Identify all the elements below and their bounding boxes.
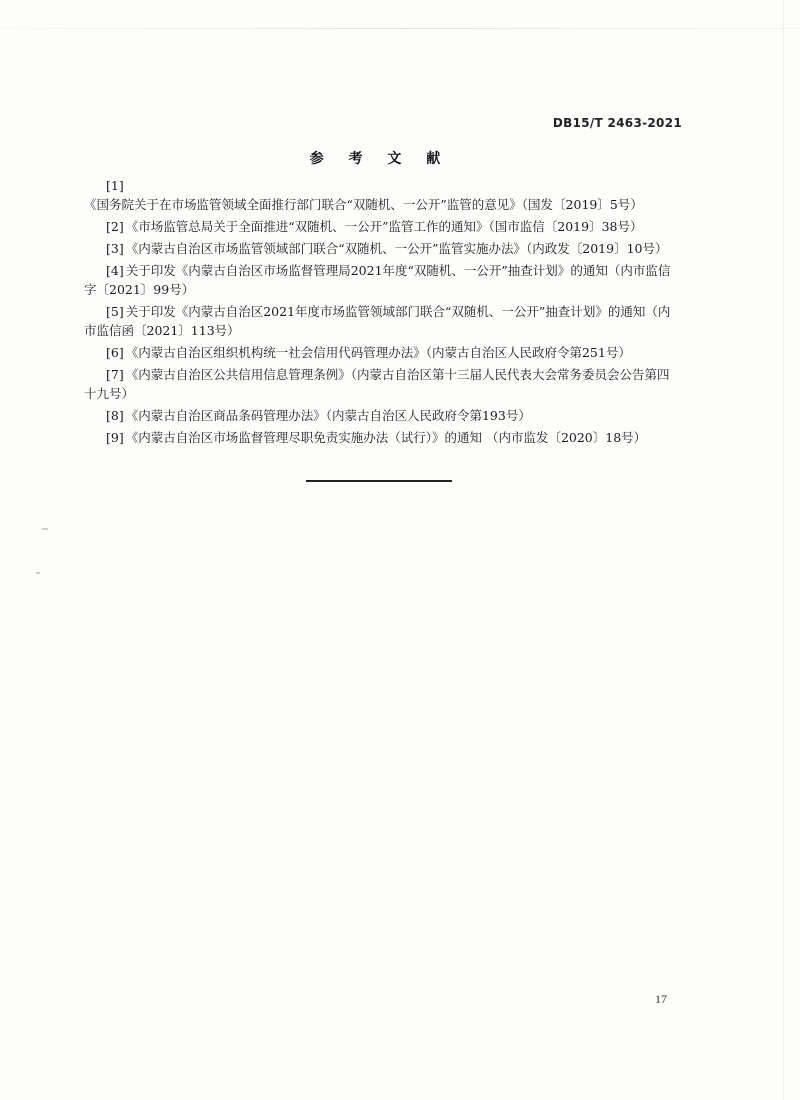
reference-text: 《内蒙古自治区公共信用信息管理条例》（内蒙古自治区第十三届人民代表大会常务委员会公告第四十九号）: [84, 367, 670, 401]
scan-speck: [36, 572, 40, 574]
reference-number: [3]: [106, 241, 124, 256]
reference-number: [2]: [106, 219, 124, 234]
scan-edge-line: [783, 0, 784, 1100]
reference-item: [84, 302, 680, 340]
reference-item: [84, 428, 680, 447]
reference-item: [84, 406, 680, 425]
reference-number: [1]: [106, 178, 124, 193]
section-title: 参 考 文 献: [309, 151, 451, 167]
reference-number: [6]: [106, 345, 124, 360]
reference-number: [7]: [106, 367, 124, 382]
reference-text: 《国务院关于在市场监管领域全面推行部门联合“双随机、一公开”监管的意见》（国发〔2019〕5号）: [84, 197, 643, 212]
reference-item: [84, 261, 680, 299]
reference-text: 关于印发《内蒙古自治区市场监督管理局2021年度“双随机、一公开”抽查计划》的通知（内市监信字〔2021〕99号）: [84, 263, 671, 297]
reference-item: [84, 239, 680, 258]
reference-item: [84, 365, 680, 403]
end-divider: [306, 480, 452, 482]
page-number: 17: [655, 992, 667, 1006]
reference-item: [84, 343, 680, 362]
reference-text: 《内蒙古自治区商品条码管理办法》（内蒙古自治区人民政府令第193号）: [125, 408, 531, 423]
reference-text: 《内蒙古自治区组织机构统一社会信用代码管理办法》（内蒙古自治区人民政府令第251号）: [125, 345, 631, 360]
reference-list: [84, 176, 680, 450]
reference-text: 《市场监管总局关于全面推进“双随机、一公开”监管工作的通知》（国市监信〔2019〕38号）: [125, 219, 643, 234]
scan-edge-line: [0, 28, 800, 29]
reference-item: [84, 176, 680, 214]
scan-speck: [42, 528, 48, 530]
document-code: DB15/T 2463-2021: [552, 116, 682, 130]
reference-item: [84, 217, 680, 236]
reference-number: [5]: [106, 304, 124, 319]
reference-number: [9]: [106, 430, 124, 445]
reference-number: [8]: [106, 408, 124, 423]
reference-number: [4]: [106, 263, 124, 278]
reference-text: 《内蒙古自治区市场监督管理尽职免责实施办法（试行）》的通知 （内市监发〔2020〕18号）: [125, 430, 647, 445]
reference-text: 《内蒙古自治区市场监管领域部门联合“双随机、一公开”监管实施办法》（内政发〔2019〕10号）: [125, 241, 668, 256]
reference-text: 关于印发《内蒙古自治区2021年度市场监管领域部门联合“双随机、一公开”抽查计划》的通知（内市监信函〔2021〕113号）: [84, 304, 671, 338]
